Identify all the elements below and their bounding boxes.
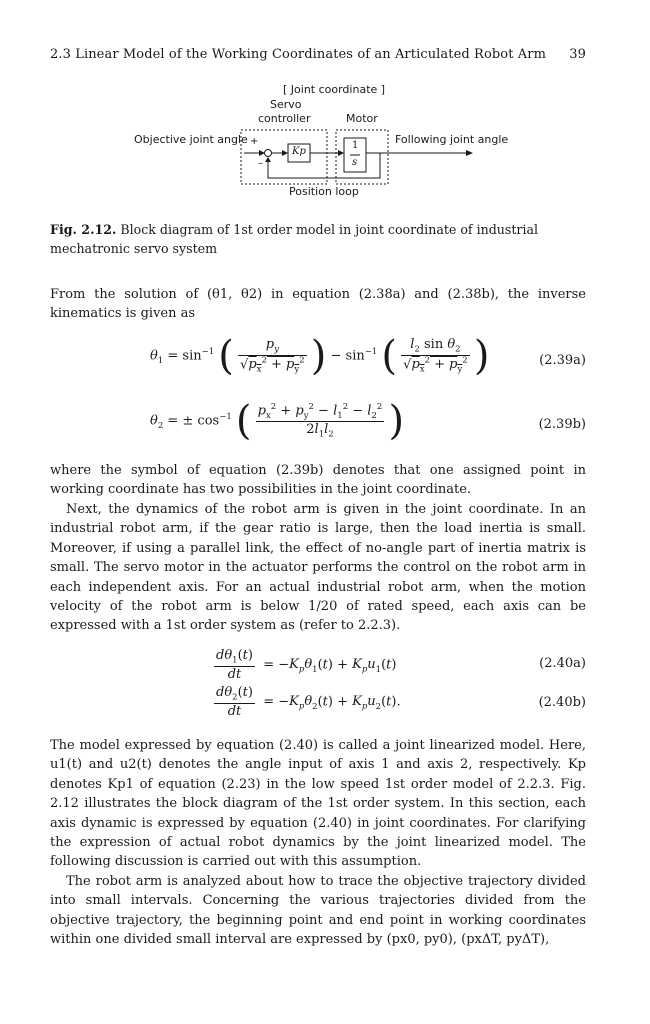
minus-sign: – xyxy=(258,158,263,169)
servo-label-1: Servo xyxy=(270,98,302,111)
diagram-title: [ Joint coordinate ] xyxy=(283,83,386,96)
paragraph-intro: From the solution of (θ1, θ2) in equation (2.38a) and (2.38b), the inverse kinematics is given as xyxy=(50,287,586,322)
input-label: Objective joint angle xyxy=(134,133,248,146)
gain-label: Kp xyxy=(292,146,306,157)
loop-label: Position loop xyxy=(289,185,359,198)
equation-2-40b: $\frac{d\theta_2(t)}{dt}$ = $-K_p\theta_2(t) + K_pu_2(t)$. xyxy=(216,685,401,719)
caption-text: Block diagram of 1st order model in joint coordinate of industrial mechatronic servo system xyxy=(50,222,539,256)
sum-to-gain-arrow xyxy=(282,150,288,156)
equation-2-39a: $\theta_1 = \sin^{-1}$ ( $\frac{p_y}{√p_x^2 + p_y^2}$ ) − $\sin^{-1}$ ( $\frac{l_2 \sin \theta_2}{√p_x^2 + p_y^2}$ ) xyxy=(150,333,490,379)
integrator-numerator: 1 xyxy=(352,140,359,151)
output-arrow xyxy=(466,150,473,156)
section-title: 2.3 Linear Model of the Working Coordinates of an Articulated Robot Arm xyxy=(50,47,547,62)
output-label: Following joint angle xyxy=(395,133,509,146)
caption-label: Fig. 2.12. xyxy=(50,222,117,237)
equation-number-2-40a: (2.40a) xyxy=(539,656,586,671)
paragraph-joint-linearized: The model expressed by equation (2.40) is called a joint linearized model. Here, u1(t) and u2(t) denotes the angle input of axis 1 and axis 2, respectively. Kp denotes Kp1 of equation (2.23) in the low speed 1st order model of 2.2.3. Fig. 2.12 illustrates the block diagram of the 1st order system. In this section, each axis dynamic is expressed by equation (2.40) in joint coordinates. For clarifying the expression of actual robot dynamics by the joint linearized model. The following discussion is carried out with this assumption. xyxy=(50,738,586,870)
summing-junction xyxy=(265,150,272,157)
paragraph-symbol-note: where the symbol of equation (2.39b) denotes that one assigned point in working coordinate has two possibilities in the joint coordinate. xyxy=(50,463,586,498)
plus-sign: + xyxy=(250,136,259,147)
equation-2-39b: $\theta_2$ = ± $\cos^{-1}$ ( $\frac{p_x^2 + p_y^2 - l_1^2 - l_2^2}{2l_1l_2}$ ) xyxy=(150,398,405,444)
block-diagram xyxy=(0,78,650,208)
equation-2-40a: $\frac{d\theta_1(t)}{dt}$ = $-K_p\theta_1(t) + K_pu_1(t)$ xyxy=(216,648,397,682)
equation-number-2-39a: (2.39a) xyxy=(539,353,586,368)
equation-number-2-40b: (2.40b) xyxy=(538,695,586,710)
integrator-denominator: s xyxy=(352,157,358,168)
paragraph-trajectory: The robot arm is analyzed about how to trace the objective trajectory divided into small intervals. Concerning the various trajectories divided from the objective trajectory, the beginning point and end point in working coordinates within one divided small interval are expressed by (px0, py0), (pxΔT, pyΔT), xyxy=(50,874,586,948)
servo-label-2: controller xyxy=(258,112,311,125)
motor-label: Motor xyxy=(346,112,378,125)
figure-caption xyxy=(50,220,586,258)
page-number: 39 xyxy=(569,47,586,62)
running-head xyxy=(50,47,586,62)
feedback-arrow xyxy=(265,157,271,162)
paragraph-dynamics: Next, the dynamics of the robot arm is given in the joint coordinate. In an industrial robot arm, if the gear ratio is large, then the load inertia is small. Moreover, if using a parallel link, the effect of no-angle part of inertia matrix is small. The servo motor in the actuator performs the control on the robot arm in each independent axis. For an actual industrial robot arm, when the motion velocity of the robot arm is below 1/20 of rated speed, each axis can be expressed with a 1st order system as (refer to 2.2.3). xyxy=(50,502,586,634)
gain-to-integrator-arrow xyxy=(338,150,344,156)
equation-number-2-39b: (2.39b) xyxy=(538,417,586,432)
